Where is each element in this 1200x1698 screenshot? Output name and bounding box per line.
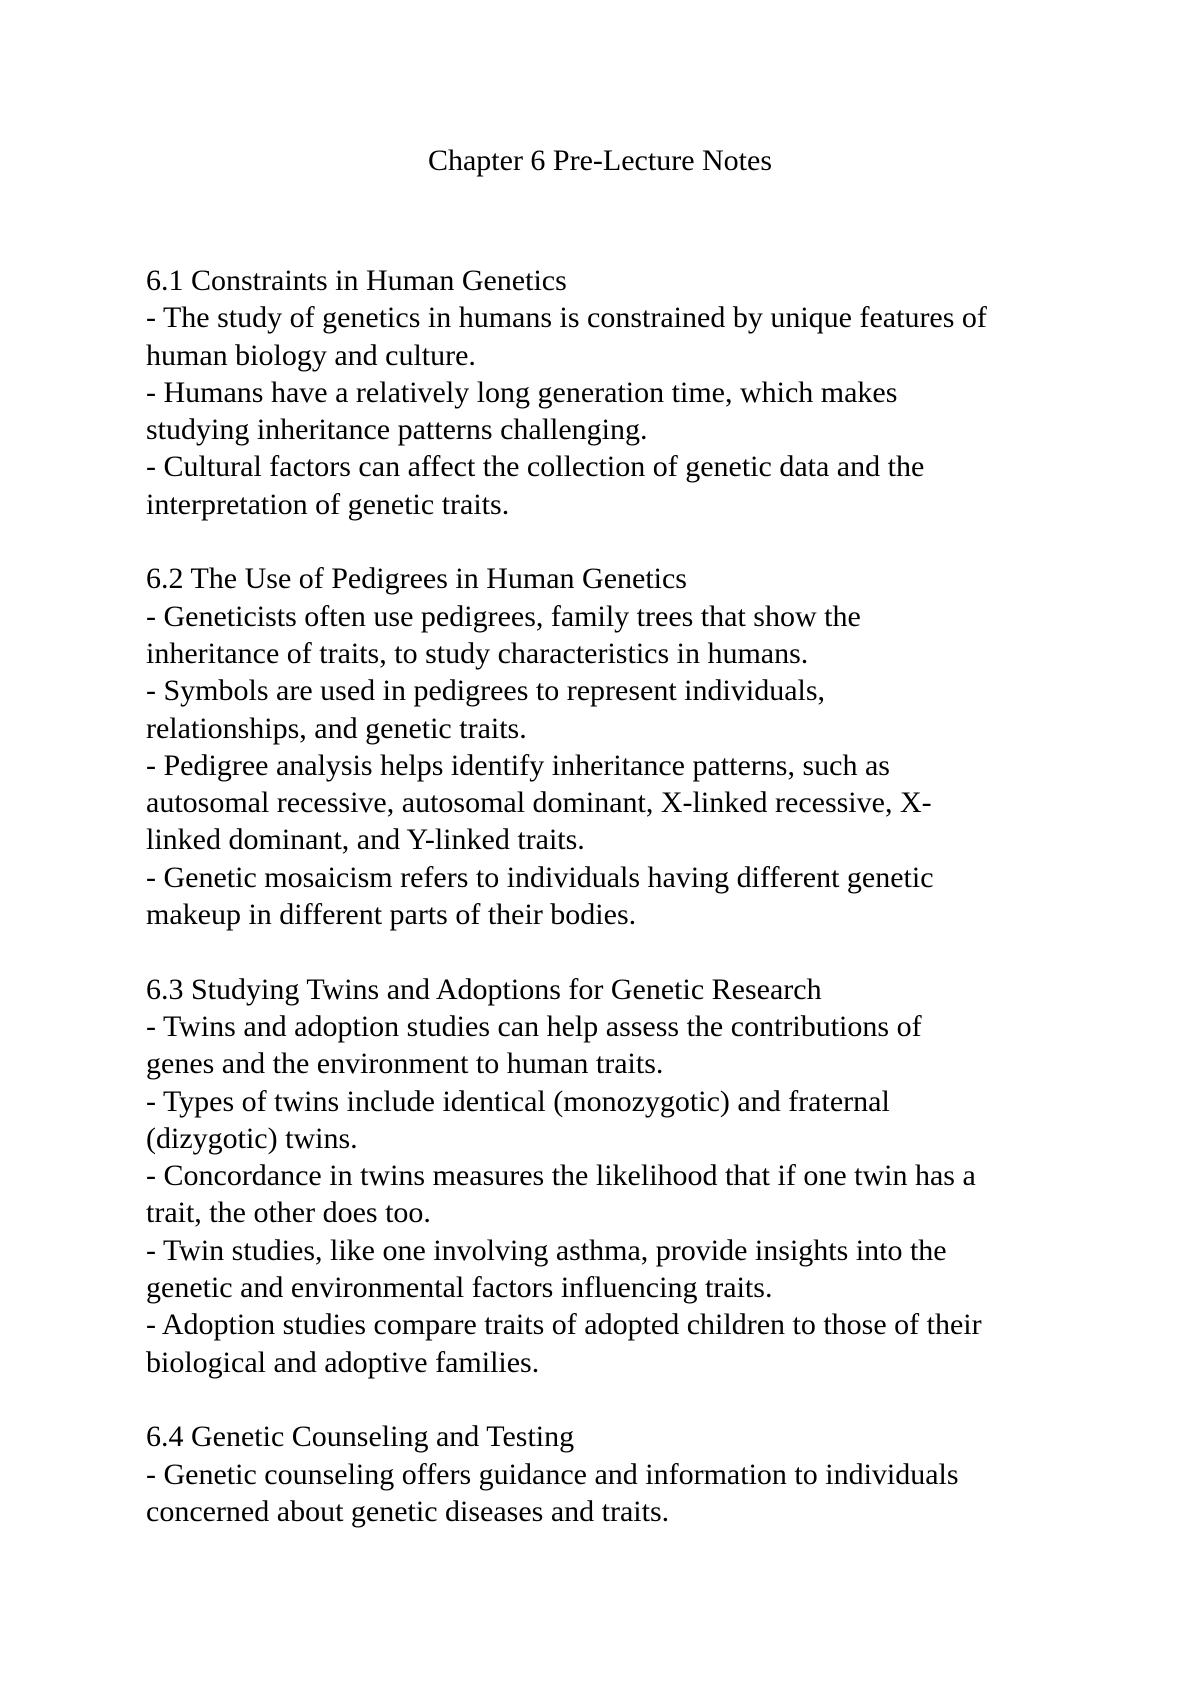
text-line: relationships, and genetic traits.: [146, 711, 527, 745]
text-line: - Twins and adoption studies can help assess the contributions of: [146, 1009, 922, 1043]
text-line: - Twin studies, like one involving asthma, provide insights into the: [146, 1233, 947, 1267]
text-line: - Types of twins include identical (monozygotic) and fraternal: [146, 1084, 890, 1118]
section-6-4: [146, 1418, 1086, 1530]
section-heading: 6.1 Constraints in Human Genetics: [146, 264, 567, 297]
text-line: - Pedigree analysis helps identify inheritance patterns, such as: [146, 748, 890, 782]
document-body: [146, 262, 1086, 1567]
text-line: inheritance of traits, to study characteristics in humans.: [146, 636, 809, 670]
text-line: - Geneticists often use pedigrees, family trees that show the: [146, 599, 861, 633]
page-title: Chapter 6 Pre-Lecture Notes: [427, 144, 773, 177]
text-line: - Genetic mosaicism refers to individuals having different genetic: [146, 860, 934, 894]
text-line: linked dominant, and Y-linked traits.: [146, 823, 585, 857]
text-line: genes and the environment to human traits.: [146, 1047, 664, 1081]
section-heading: 6.2 The Use of Pedigrees in Human Genetics: [146, 562, 687, 596]
section-6-2: [146, 560, 1086, 933]
text-line: - Humans have a relatively long generation time, which makes: [146, 375, 898, 409]
text-line: concerned about genetic diseases and traits.: [146, 1494, 670, 1528]
text-line: biological and adoptive families.: [146, 1345, 540, 1379]
text-line: (dizygotic) twins.: [146, 1121, 358, 1155]
text-line: interpretation of genetic traits.: [146, 487, 510, 521]
section-6-3: [146, 971, 1086, 1381]
text-line: - Symbols are used in pedigrees to represent individuals,: [146, 674, 826, 708]
text-line: - Cultural factors can affect the collection of genetic data and the: [146, 450, 925, 484]
section-heading: 6.4 Genetic Counseling and Testing: [146, 1420, 575, 1454]
text-line: - Concordance in twins measures the likelihood that if one twin has a: [146, 1159, 976, 1193]
text-line: autosomal recessive, autosomal dominant, X-linked recessive, X-: [146, 786, 932, 820]
text-line: - The study of genetics in humans is constrained by unique features of: [146, 301, 987, 335]
text-line: - Adoption studies compare traits of adopted children to those of their: [146, 1308, 982, 1342]
text-line: makeup in different parts of their bodies.: [146, 898, 637, 932]
text-line: genetic and environmental factors influencing traits.: [146, 1271, 773, 1305]
section-heading: 6.3 Studying Twins and Adoptions for Genetic Research: [146, 972, 822, 1006]
text-line: trait, the other does too.: [146, 1196, 431, 1230]
text-line: studying inheritance patterns challenging.: [146, 413, 648, 447]
section-6-1: [146, 262, 1086, 523]
text-line: human biology and culture.: [146, 338, 476, 372]
text-line: - Genetic counseling offers guidance and information to individuals: [146, 1457, 959, 1491]
